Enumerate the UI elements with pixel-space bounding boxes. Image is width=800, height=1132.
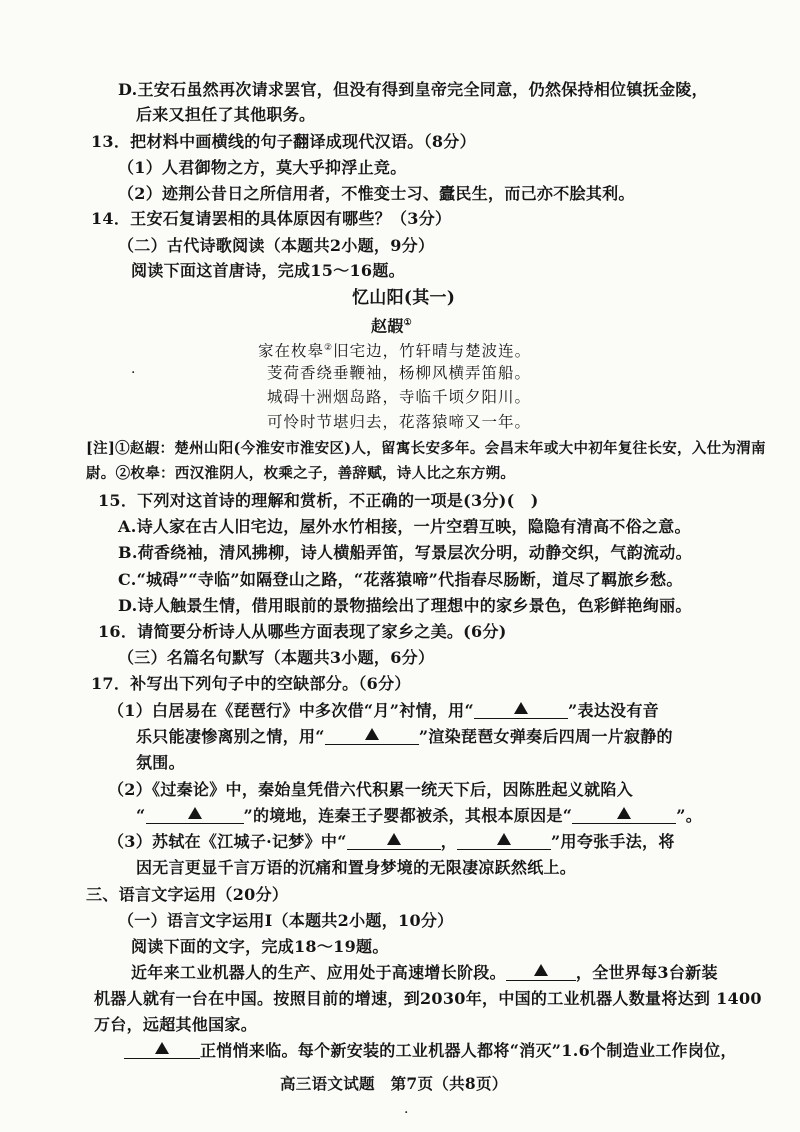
passage-line-1-text-a: 近年来工业机器人的生产、应用处于高速增长阶段。 — [131, 963, 506, 982]
stray-dot-mark: · — [131, 365, 136, 381]
question-17-item-1-text-c: 乐只能凄惨离别之情，用“ — [136, 727, 325, 746]
poem-line-3: 城碍十洲烟岛路，寺临千顷夕阳川。 — [267, 388, 532, 406]
passage-line-4-text: 正悄悄来临。每个新安装的工业机器人都将“消灭”1.6个制造业工作岗位， — [200, 1041, 737, 1060]
question-15-option-b: B.荷香绕袖，清风拂柳，诗人横船弄笛，写景层次分明，动静交织，气韵流动。 — [118, 543, 692, 562]
question-17-item-2-line-2 — [136, 805, 702, 827]
question-17-item-1-line-1 — [108, 700, 659, 722]
question-15-option-c: C.“城碍”“寺临”如隔登山之路，“花落猿啼”代指春尽肠断，道尽了羁旅乡愁。 — [118, 570, 683, 589]
section-language-heading: （一）语言文字运用Ⅰ（本题共2小题，10分） — [118, 911, 454, 930]
passage-line-1-text-b: ，全世界每3台新装 — [575, 963, 718, 982]
poetry-instruction: 阅读下面这首唐诗，完成15～16题。 — [131, 261, 405, 280]
poem-author-name: 赵嘏 — [371, 316, 404, 336]
stray-dot-mark: · — [404, 1105, 409, 1121]
q12-option-d-cont: 后来又担任了其他职务。 — [136, 105, 316, 124]
poem-title: 忆山阳(其一) — [352, 288, 456, 308]
question-17-item-2-text-c: ”的境地，连秦王子婴都被杀，其根本原因是“ — [243, 806, 573, 825]
question-17-item-1-line-2 — [136, 726, 673, 748]
question-16: 16．请简要分析诗人从哪些方面表现了家乡之美。(6分) — [98, 622, 507, 641]
question-17-item-3-line-1 — [108, 831, 675, 853]
part-three-heading: 三、语言文字运用（20分） — [86, 885, 289, 904]
fill-in-blank[interactable] — [325, 726, 419, 745]
page-footer: 高三语文试题 第7页（共8页） — [280, 1074, 508, 1093]
question-17-item-1-line-3: 氛围。 — [136, 753, 185, 772]
language-instruction: 阅读下面的文字，完成18～19题。 — [131, 937, 389, 956]
fill-in-blank[interactable] — [347, 831, 441, 850]
question-17-item-2-line-1: （2）《过秦论》中，秦始皇凭借六代积累一统天下后，因陈胜起义就陷入 — [108, 780, 634, 799]
passage-line-1 — [131, 962, 718, 984]
fill-in-blank[interactable] — [457, 831, 551, 850]
question-15: 15．下列对这首诗的理解和赏析，不正确的一项是(3分)( ) — [98, 491, 539, 510]
question-17-item-1-text-a: （1）白居易在《琵琶行》中多次借“月”衬情，用“ — [108, 701, 474, 720]
poem-note-line-2: 尉。②枚皋：西汉淮阴人，枚乘之子，善辞赋，诗人比之东方朔。 — [86, 465, 516, 482]
question-15-option-a: A.诗人家在古人旧宅边，屋外水竹相接，一片空碧互映，隐隐有清高不俗之意。 — [118, 517, 691, 536]
poem-line-2: 芰荷香绕垂鞭袖，杨柳风横弄笛船。 — [267, 364, 532, 382]
question-17-item-1-text-d: ”渲染琵琶女弹奏后四周一片寂静的 — [418, 727, 673, 746]
question-15-option-d: D.诗人触景生情，借用眼前的景物描绘出了理想中的家乡景色，色彩鲜艳绚丽。 — [118, 596, 692, 615]
poem-note-line-1: [注]①赵嘏：楚州山阳(今淮安市淮安区)人，留寓长安多年。会昌末年或大中初年复往长安，入仕为渭南 — [86, 440, 766, 457]
question-13: 13．把材料中画横线的句子翻译成现代汉语。（8分） — [91, 132, 476, 151]
question-17-item-3-line-2: 因无言更显千言万语的沉痛和置身梦境的无限凄凉跃然纸上。 — [136, 858, 577, 877]
fill-in-blank[interactable] — [572, 805, 676, 824]
passage-line-2: 机器人就有一台在中国。按照目前的增速，到2030年，中国的工业机器人数量将达到 1400 — [94, 989, 762, 1008]
question-17-item-2-text-d: ”。 — [676, 806, 703, 825]
question-17-item-2-text-b: “ — [136, 806, 146, 825]
question-17-item-3-text-c: ”用夸张手法，将 — [551, 832, 675, 851]
passage-line-4 — [124, 1040, 737, 1062]
question-17: 17．补写出下列句子中的空缺部分。（6分） — [91, 674, 411, 693]
poem-line-4: 可怜时节堪归去，花落猿啼又一年。 — [267, 413, 532, 431]
poem-line-1-a: 家在枚皋 — [258, 342, 325, 361]
question-13-item-1: （1）人君御物之方，莫大乎抑浮止竞。 — [118, 158, 407, 177]
question-17-item-1-text-b: ”表达没有音 — [567, 701, 659, 720]
q12-option-d: D.王安石虽然再次请求罢官，但没有得到皇帝完全同意，仍然保持相位镇抚金陵， — [118, 80, 708, 99]
poem-line-1-note-mark: ② — [324, 343, 334, 353]
question-17-item-3-text-a: （3）苏轼在《江城子·记梦》中“ — [108, 832, 347, 851]
poem-line-1-b: 旧宅边，竹轩晴与楚波连。 — [333, 342, 532, 361]
question-17-item-3-text-b: ， — [440, 832, 458, 851]
passage-line-3: 万台，远超其他国家。 — [94, 1015, 258, 1034]
section-dictation-heading: （三）名篇名句默写（本题共3小题，6分） — [118, 648, 435, 667]
section-poetry-heading: （二）古代诗歌阅读（本题共2小题，9分） — [118, 236, 435, 255]
poem-author — [371, 312, 412, 337]
question-13-item-2: （2）迹荆公昔日之所信用者，不惟变士习、蠹民生，而己亦不脍其利。 — [118, 184, 635, 203]
question-14: 14．王安石复请罢相的具体原因有哪些？（3分） — [91, 209, 452, 228]
poem-author-note-mark: ① — [403, 318, 412, 328]
poem-line-1 — [258, 337, 531, 362]
fill-in-blank[interactable] — [124, 1040, 200, 1059]
fill-in-blank[interactable] — [146, 805, 244, 824]
fill-in-blank[interactable] — [506, 962, 576, 981]
fill-in-blank[interactable] — [474, 700, 568, 719]
